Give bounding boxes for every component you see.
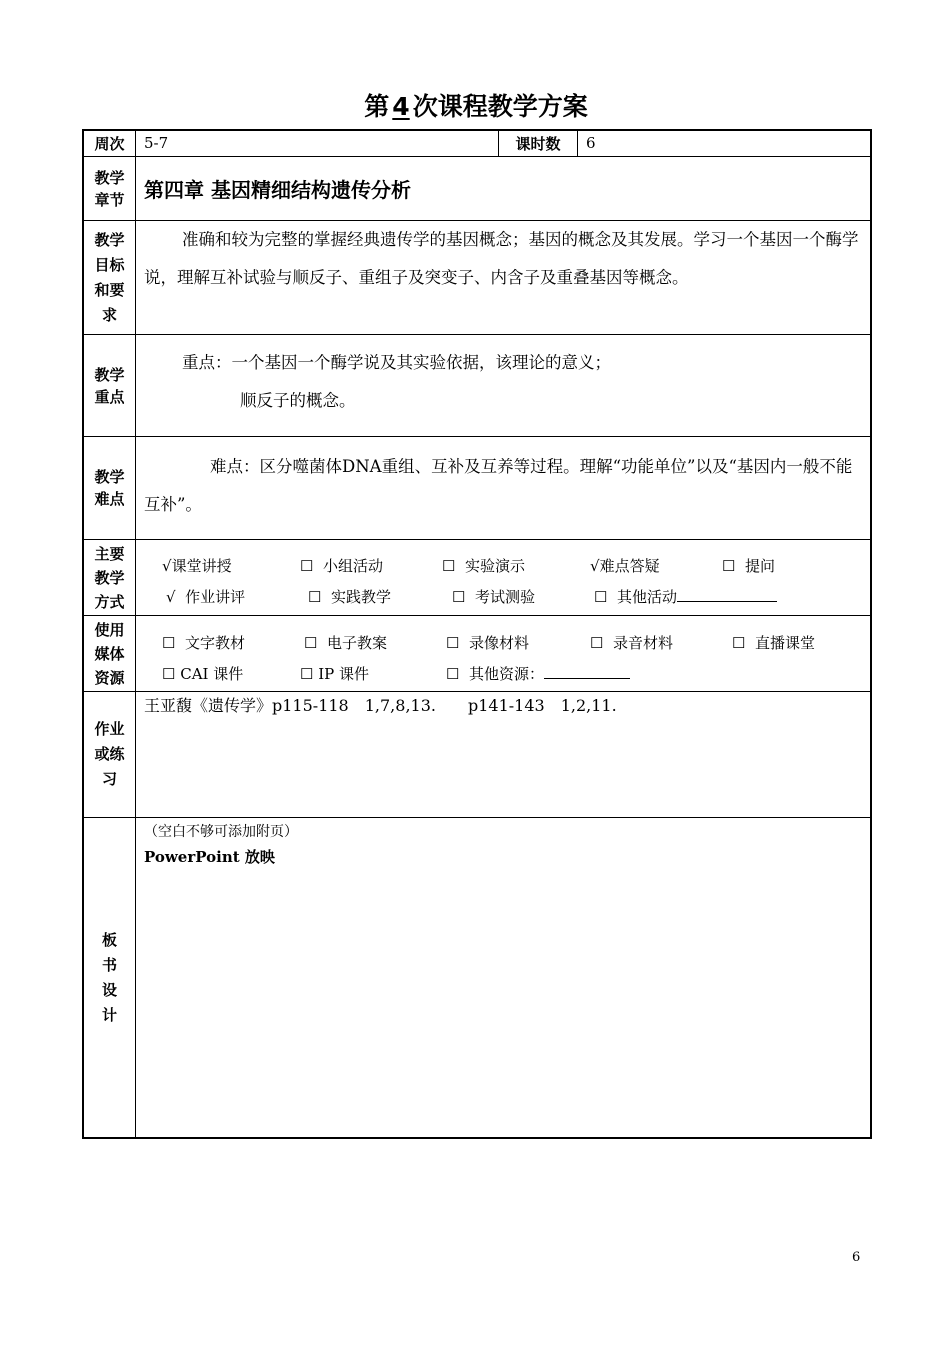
board-row bbox=[84, 818, 870, 1137]
objectives-row bbox=[84, 221, 870, 335]
methods-options bbox=[136, 540, 870, 615]
methods-label: 主要教学方式 bbox=[84, 540, 136, 615]
method-option[interactable]: √ 作业讲评 bbox=[166, 588, 246, 606]
method-option[interactable]: √课堂讲授 bbox=[162, 557, 232, 575]
homework-row bbox=[84, 692, 870, 818]
method-option[interactable]: ☐ 提问 bbox=[722, 557, 776, 575]
chapter-title: 第四章 基因精细结构遗传分析 bbox=[144, 178, 411, 202]
media-option[interactable]: ☐ 文字教材 bbox=[162, 634, 246, 652]
media-options bbox=[136, 616, 870, 691]
key-points-line2: 顺反子的概念。 bbox=[240, 391, 356, 410]
objectives-text: 准确和较为完整的掌握经典遗传学的基因概念；基因的概念及其发展。学习一个基因一个酶学说，理解互补试验与顺反子、重组子及突变子、内含子及重叠基因等概念。 bbox=[144, 230, 859, 287]
method-option[interactable]: ☐ 实践教学 bbox=[308, 588, 392, 606]
media-option[interactable]: ☐ 录像材料 bbox=[446, 634, 530, 652]
other-resource-blank[interactable] bbox=[544, 664, 630, 679]
week-label: 周次 bbox=[84, 131, 136, 156]
key-points-label: 教学重点 bbox=[84, 335, 136, 436]
difficulties-cell bbox=[136, 437, 870, 539]
lesson-plan-table bbox=[82, 129, 872, 1139]
media-option[interactable]: ☐ 直播课堂 bbox=[732, 634, 816, 652]
media-option[interactable]: ☐ IP 课件 bbox=[300, 665, 370, 683]
objectives-label: 教学目标和要求 bbox=[84, 221, 136, 334]
homework-label: 作业或练习 bbox=[84, 692, 136, 817]
board-note: （空白不够可添加附页） bbox=[144, 824, 298, 840]
board-content: PowerPoint 放映 bbox=[144, 848, 275, 866]
method-option[interactable]: ☐ 实验演示 bbox=[442, 557, 526, 575]
methods-row bbox=[84, 540, 870, 616]
page-title: 第 4 次课程教学方案 bbox=[364, 92, 588, 121]
key-points-row bbox=[84, 335, 870, 437]
media-label: 使用媒体资源 bbox=[84, 616, 136, 691]
difficulties-text: 难点：区分噬菌体DNA重组、互补及互养等过程。理解“功能单位”以及“基因内一般不能互补”。 bbox=[144, 457, 853, 514]
method-option[interactable]: ☐ 小组活动 bbox=[300, 557, 384, 575]
media-option[interactable]: ☐ 其他资源： bbox=[446, 663, 630, 684]
media-row bbox=[84, 616, 870, 692]
hours-label: 课时数 bbox=[498, 131, 578, 156]
key-points-line1: 重点：一个基因一个酶学说及其实验依据，该理论的意义； bbox=[182, 353, 611, 372]
other-activity-blank[interactable] bbox=[677, 587, 777, 602]
media-option[interactable]: ☐ 电子教案 bbox=[304, 634, 388, 652]
week-value: 5-7 bbox=[144, 134, 169, 152]
board-cell bbox=[136, 818, 870, 1137]
chapter-label: 教学章节 bbox=[84, 157, 136, 220]
difficulties-label: 教学难点 bbox=[84, 437, 136, 539]
hours-value: 6 bbox=[586, 134, 596, 152]
media-option[interactable]: ☐ CAI 课件 bbox=[162, 665, 244, 683]
homework-text: 王亚馥《遗传学》p115-118 1,7,8,13. p141-143 1,2,11. bbox=[144, 696, 617, 715]
week-row bbox=[84, 131, 870, 157]
key-points-cell bbox=[136, 335, 870, 436]
method-option[interactable]: ☐ 考试测验 bbox=[452, 588, 536, 606]
method-option[interactable]: √难点答疑 bbox=[590, 557, 660, 575]
media-option[interactable]: ☐ 录音材料 bbox=[590, 634, 674, 652]
chapter-row bbox=[84, 157, 870, 221]
page-number: 6 bbox=[852, 1250, 861, 1265]
difficulties-row bbox=[84, 437, 870, 540]
method-option[interactable]: ☐ 其他活动 bbox=[594, 586, 777, 607]
board-label: 板书设计 bbox=[84, 818, 136, 1137]
objectives-text-cell bbox=[136, 221, 870, 334]
